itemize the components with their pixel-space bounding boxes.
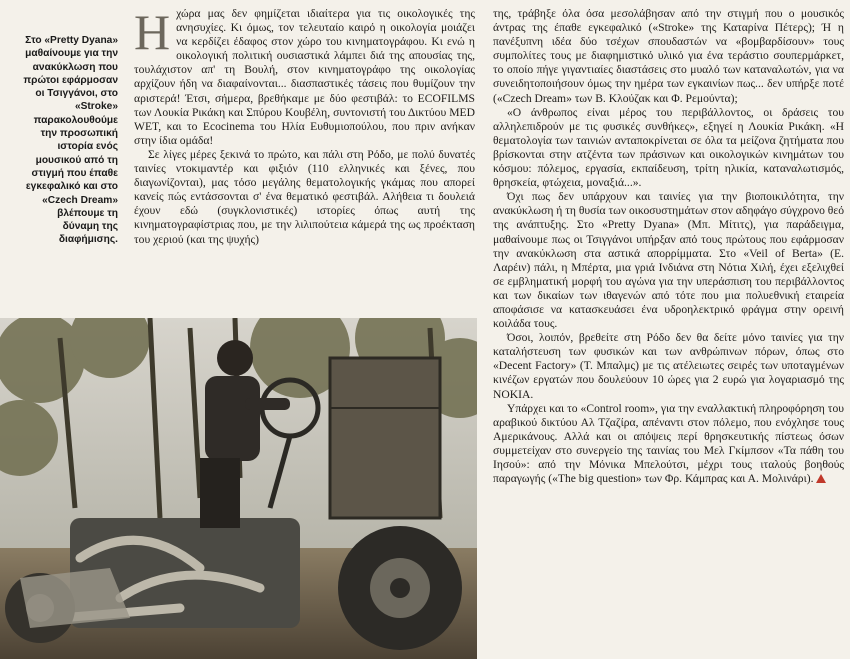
drop-cap: Η xyxy=(134,4,171,60)
sidebar-callout xyxy=(20,34,118,247)
article-paragraph-4: «Ο άνθρωπος είναι μέρος του περιβάλλοντος, οι δράσεις του αλληλεπιδρούν με τις φυσικές συνθήκες», εξηγεί η Λουκία Ρικάκη. «Η θεματολογία των ταινιών ανταποκρίνεται σε όλα τα μείζονα ζητήματα που βρίσκονται στην ατζέντα των πράσινων και οικολογικών κινημάτων του κόσμου: πόλεμος, εργασία, εκπαίδευση, τρίτη ηλικία, καταναλωτισμός, θρησκεία, φτώχεια, μοναξιά...». xyxy=(493,105,844,190)
article-paragraph-1-text: χώρα μας δεν φημίζεται ιδιαίτερα για τις οικολογικές της ανησυχίες. Κι όμως, τον τελευταίο καιρό η οικολογία μοιάζει να κερδίζει έδαφος στον χώρο του κινηματογράφου. Κι ενώ η οικολογική πολιτική ουσιαστικά λάμπει διά της απουσίας της, τουλάχιστον απ' τη Βουλή, στον κινηματογράφο της οικολογίας αρχίζουν ήδη να διαφαίνονται... διασπαστικές τάσεις που θυμίζουν την αριστερά! Έτσι, σήμερα, βρεθήκαμε με δύο φεστιβάλ: το ECOFILMS των Λουκία Ρικάκη και Σπύρου Κουβέλη, συντονιστή του Δικτύου MED WET, και το Ecocinema του Ηλία Ευθυμιοπούλου, που πριν ανήκαν στην ίδια ομάδα! xyxy=(134,7,475,147)
article-paragraph-6: Όσοι, λοιπόν, βρεθείτε στη Ρόδο δεν θα δείτε μόνο ταινίες για την καταλήστευση των φυσικών και των ανθρώπινων πόρων, όπως στο «Decent Factory» (Τ. Μπαλμς) με τις ατέλειωτες σειρές των υποταγμένων κινέζων εργατών που δουλεύουν 10 ώρες για 2 ευρώ για λογαριασμό της NOKIA. xyxy=(493,331,844,401)
article-paragraph-1 xyxy=(134,4,475,148)
article-column-middle xyxy=(134,4,475,247)
photo-tractor-illustration xyxy=(0,318,477,659)
sidebar-text: Στο «Pretty Dyana» μαθαίνουμε για την ανακύκλωση που πρώτοι εφάρμοσαν οι Τσιγγάνοι, στο «Stroke» παρακολουθούμε την προσωπική ιστορία ενός μουσικού από τη στιγμή που έπαθε εγκεφαλικό και στο «Czech Dream» βλέπουμε τη δύναμη της διαφήμισης. xyxy=(23,35,118,246)
triangle-end-mark-icon xyxy=(816,474,826,483)
article-photo xyxy=(0,318,477,659)
article-paragraph-3: της, τράβηξε όλα όσα μεσολάβησαν από την στιγμή που ο μουσικός άντρας της έπαθε εγκεφαλικό («Stroke» της Καταρίνα Πέτερς); Ή η πανέξυπνη ιδέα δύο τσέχων σπουδαστών να «βομβαρδίσουν» τους συμπολίτες τους με διαφημιστικό υλικό για ένα τεράστιο σουπερμάρκετ, το οποίο πήγε γιγαντιαίες διαστάσεις στο μυαλό των καταναλωτών, για να συνειδητοποιήσουν όμως την ημέρα των εγκαινίων πως... δεν υπήρξε ποτέ («Czech Dream» των Β. Κλούζακ και Φ. Ρεμούντα); xyxy=(493,7,844,105)
article-paragraph-2: Σε λίγες μέρες ξεκινά το πρώτο, και πάλι στη Ρόδο, με πολύ δυνατές ταινίες ντοκιμαντέρ και φιξιόν (110 ελληνικές και ξένες, που διαγωνίζονται), μας τόσο μεγάλης θεματολογικής γκάμας που απορεί κανείς πώς εντάσσονται σ' ένα θεματικό φεστιβάλ. Αλήθεια τι δουλειά έχουν εδώ (συγκλονιστικές) ιστορίες όπως αυτή της κινηματογραφίστριας που, με την λιλιπούτεια κάμερά της ως προέκταση του χεριού (και της ψυχής) xyxy=(134,147,475,246)
article-column-right xyxy=(493,7,844,486)
article-paragraph-7-text: Υπάρχει και το «Control room», για την εναλλακτική πληροφόρηση του αραβικού δικτύου Αλ Τζαζίρα, απέναντι στον πόλεμο, που ενόχλησε τους Αμερικάνους. Αλλά και οι απόψεις περί θρησκευτικής πίστεως όσων συμμετείχαν στο συνεργείο της ταινίας του Μελ Γκίμπσον «Τα πάθη του Ιησού»: από την Μόνικα Μπελούτσι, μέχρι τους ιταλούς βοηθούς παραγωγής («The big question» των Φρ. Κάμπρας και Α. Μολινάρι). xyxy=(493,401,844,486)
article-paragraph-7 xyxy=(493,402,844,487)
article-paragraph-5: Όχι πως δεν υπάρχουν και ταινίες για την βιοποικιλότητα, την ανακύκλωση ή τη θυσία των οικοσυστημάτων στον αδηφάγο σύγχρονο θεό της ανάπτυξης. Στο «Pretty Dyana» (Μπ. Μίτιτς), για παράδειγμα, μαθαίνουμε πως οι Τσιγγάνοι υπήρξαν από τους πρώτους που εφάρμοσαν την ανακύκλωση στα αστικά απορρίμματα. Στο «Veil of Berta» (Ε. Λαρέιν) πάλι, η Μπέρτα, μια γριά Ινδιάνα στη Νότια Χιλή, έχει εξελιχθεί σε εμβληματική μορφή του αγώνα για την υπεράσπιση του περιβάλλοντος και των δικαίων των ιθαγενών από τότε που μια πολυεθνική εταιρεία αποφάσισε να κατασκευάσει ένα υδροηλεκτρικό φράγμα στην ορεινή κοιλάδα τους. xyxy=(493,190,844,331)
